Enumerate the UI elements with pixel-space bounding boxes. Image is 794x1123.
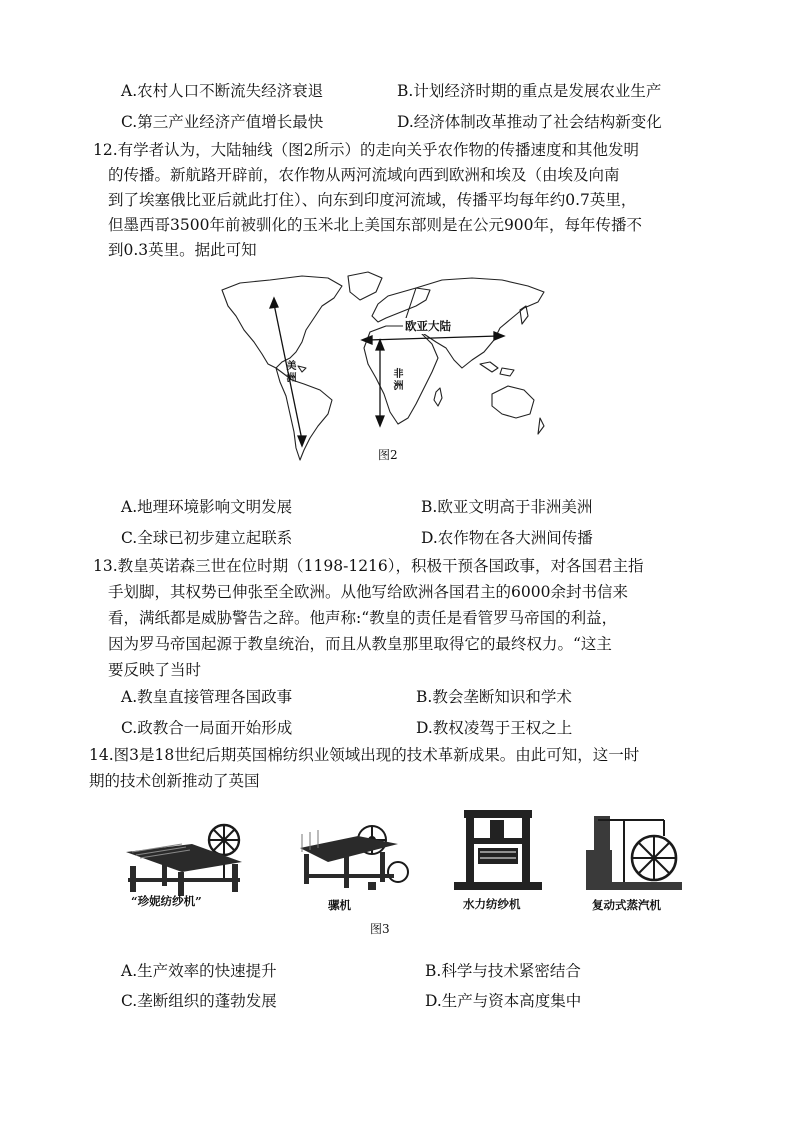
q11-option-c[interactable]: C.第三产业经济产值增长最快 <box>121 113 324 131</box>
europe-outline <box>372 288 430 322</box>
figure-3-caption: 图3 <box>370 922 390 936</box>
map-label-africa: 非洲 <box>391 368 402 392</box>
q12-option-d[interactable]: D.农作物在各大洲间传播 <box>421 529 593 547</box>
machine-label-mule: 骡机 <box>328 898 351 912</box>
figure-2-caption: 图2 <box>378 448 398 462</box>
mule-machine-image <box>298 814 414 894</box>
q12-stem-line-3: 到了埃塞俄比亚后就此打住）、向东到印度河流域，传播平均每年约0.7英里， <box>108 191 637 209</box>
jenny-spinning-machine-image <box>122 822 262 898</box>
q11-option-b[interactable]: B.计划经济时期的重点是发展农业生产 <box>397 82 662 100</box>
caribbean-outline <box>298 366 306 372</box>
q13-option-b[interactable]: B.教会垄断知识和学术 <box>416 688 572 706</box>
q13-option-c[interactable]: C.政教合一局面开始形成 <box>121 719 293 737</box>
q13-stem-line-2: 手划脚，其权势已伸张至全欧洲。从他写给欧洲各国君主的6000余封书信来 <box>108 583 628 601</box>
australia-outline <box>492 386 534 418</box>
water-frame-image <box>450 808 546 892</box>
africa-axis-arrow-top <box>376 340 384 350</box>
america-axis-arrow-bottom <box>298 436 306 446</box>
q13-stem-line-4: 因为罗马帝国起源于教皇统治，而且从教皇那里取得它的最终权力。“这主 <box>108 635 612 653</box>
q12-stem-line-2: 的传播。新航路开辟前，农作物从两河流域向西到欧洲和埃及（由埃及向南 <box>108 166 620 184</box>
map-label-eurasia: 欧亚大陆 <box>405 319 451 333</box>
q12-option-c[interactable]: C.全球已初步建立起联系 <box>121 529 293 547</box>
q14-option-c[interactable]: C.垄断组织的蓬勃发展 <box>121 992 277 1010</box>
q12-stem-line-1: 12.有学者认为，大陆轴线（图2所示）的走向关乎农作物的传播速度和其他发明 <box>93 141 640 159</box>
madagascar-outline <box>434 388 442 406</box>
q14-option-a[interactable]: A.生产效率的快速提升 <box>121 962 277 980</box>
new-zealand-outline <box>538 418 544 434</box>
q13-stem-line-5: 要反映了当时 <box>108 661 202 679</box>
q14-option-d[interactable]: D.生产与资本高度集中 <box>425 992 582 1010</box>
eurasia-axis-arrow-right <box>494 332 504 340</box>
q14-stem-line-2: 期的技术创新推动了英国 <box>89 772 260 790</box>
america-axis-arrow-top <box>270 298 278 308</box>
greenland-outline <box>348 272 382 300</box>
q13-option-d[interactable]: D.教权凌驾于王权之上 <box>416 719 573 737</box>
steam-engine-image <box>584 812 684 892</box>
map-label-america: 美洲 <box>284 360 295 384</box>
q12-option-a[interactable]: A.地理环境影响文明发展 <box>121 498 293 516</box>
machine-label-jenny: “珍妮纺纱机” <box>131 894 202 908</box>
africa-axis-arrow-bottom <box>376 416 384 426</box>
se-asia-islands-outline <box>480 362 514 376</box>
q12-stem-line-4: 但墨西哥3500年前被驯化的玉米北上美国东部则是在公元900年，每年传播不 <box>108 216 643 234</box>
q11-option-a[interactable]: A.农村人口不断流失经济衰退 <box>121 82 324 100</box>
q12-stem-line-5: 到0.3英里。据此可知 <box>108 241 257 259</box>
q13-stem-line-3: 看，满纸都是威胁警告之辞。他声称:“教皇的责任是看管罗马帝国的利益， <box>108 609 618 627</box>
q14-stem-line-1: 14.图3是18世纪后期英国棉纺织业领域出现的技术革新成果。由此可知，这一时 <box>89 746 640 764</box>
machine-label-steam-engine: 复动式蒸汽机 <box>592 898 661 912</box>
q13-option-a[interactable]: A.教皇直接管理各国政事 <box>121 688 293 706</box>
q12-option-b[interactable]: B.欧亚文明高于非洲美洲 <box>421 498 593 516</box>
machine-label-water-frame: 水力纺纱机 <box>463 897 521 911</box>
world-map-figure <box>210 268 550 468</box>
north-america-outline <box>222 276 342 368</box>
q13-stem-line-1: 13.教皇英诺森三世在位时期（1198-1216），积极干预各国政事，对各国君主指 <box>93 557 644 575</box>
eurasia-axis-arrow-left <box>362 336 372 344</box>
q11-option-d[interactable]: D.经济体制改革推动了社会结构新变化 <box>397 113 662 131</box>
q14-option-b[interactable]: B.科学与技术紧密结合 <box>425 962 581 980</box>
